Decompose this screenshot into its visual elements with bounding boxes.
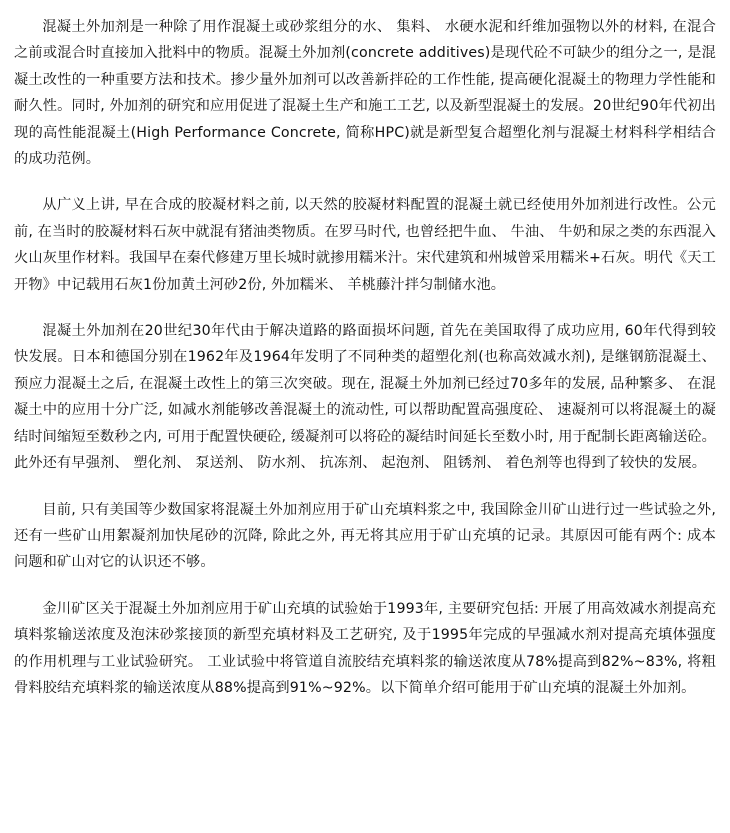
paragraph-2: 从广义上讲, 早在合成的胶凝材料之前, 以天然的胶凝材料配置的混凝土就已经使用外加剂进行改性。公元前, 在当时的胶凝材料石灰中就混有猪油类物质。在罗马时代, 也曾经把牛血、 牛油、 牛奶和尿之类的东西混入火山灰里作材料。我国早在秦代修建万里长城时就掺用糯米汁。宋代建筑和州城曾采用糯米+石灰。明代《天工开物》中记载用石灰1份加黄土河砂2份, 外加糯米、 羊桃藤汁拌匀制储水池。 [14,197,716,293]
paragraph-3: 混凝土外加剂在20世纪30年代由于解决道路的路面损坏问题, 首先在美国取得了成功应用, 60年代得到较快发展。日本和德国分别在1962年及1964年发明了不同种类的超塑化剂(也称高效减水剂), 是继钢筋混凝土、 预应力混凝土之后, 在混凝土改性上的第三次突破。现在, 混凝土外加剂已经过70多年的发展, 品种繁多、 在混凝土中的应用十分广泛, 如减水剂能够改善混凝土的流动性, 可以帮助配置高强度砼、 速凝剂可以将混凝土的凝结时间缩短至数秒之内, 可用于配置快硬砼, 缓凝剂可以将砼的凝结时间延长至数小时, 用于配制长距离输送砼。此外还有早强剂、 塑化剂、 泵送剂、 防水剂、 抗冻剂、 起泡剂、 阻锈剂、 着色剂等也得到了较快的发展。 [14,323,716,472]
document-body [14,14,716,701]
paragraph-1: 混凝土外加剂是一种除了用作混凝土或砂浆组分的水、 集料、 水硬水泥和纤维加强物以外的材料, 在混合之前或混合时直接加入批料中的物质。混凝土外加剂(concrete additives)是现代砼不可缺少的组分之一, 是混凝土改性的一种重要方法和技术。掺少量外加剂可以改善新拌砼的工作性能, 提高硬化混凝土的物理力学性能和耐久性。同时, 外加剂的研究和应用促进了混凝土生产和施工工艺, 以及新型混凝土的发展。20世纪90年代初出现的高性能混凝土(High Performance Concrete, 简称HPC)就是新型复合超塑化剂与混凝土材料科学相结合的成功范例。 [14,19,716,168]
paragraph-4: 目前, 只有美国等少数国家将混凝土外加剂应用于矿山充填料浆之中, 我国除金川矿山进行过一些试验之外, 还有一些矿山用絮凝剂加快尾砂的沉降, 除此之外, 再无将其应用于矿山充填的记录。其原因可能有两个: 成本问题和矿山对它的认识还不够。 [14,501,716,571]
paragraph-5: 金川矿区关于混凝土外加剂应用于矿山充填的试验始于1993年, 主要研究包括: 开展了用高效减水剂提高充填料浆输送浓度及泡沫砂浆接顶的新型充填材料及工艺研究, 及于1995年完成的早强减水剂对提高充填体强度的作用机理与工业试验研究。 工业试验中将管道自流胶结充填料浆的输送浓度从78%提高到82%~83%, 将粗骨料胶结充填料浆的输送浓度从88%提高到91%~92%。以下简单介绍可能用于矿山充填的混凝土外加剂。 [14,600,716,696]
